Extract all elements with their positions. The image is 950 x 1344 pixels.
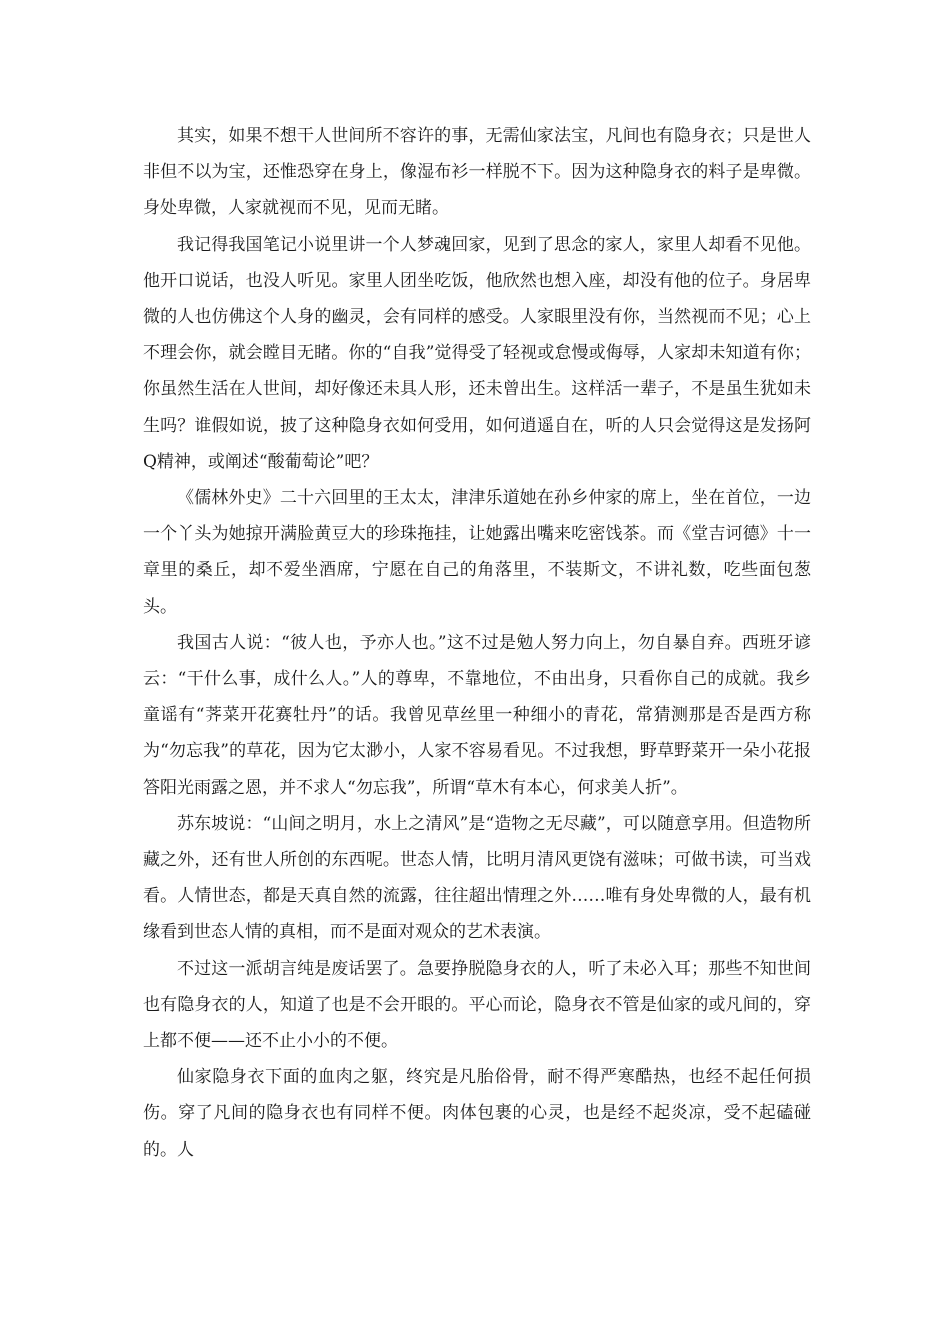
paragraph-1: 其实，如果不想干人世间所不容许的事，无需仙家法宝，凡间也有隐身衣；只是世人非但不以为宝，还惟恐穿在身上，像湿布衫一样脱不下。因为这种隐身衣的料子是卑微。身处卑微，人家就视而不见，见而无睹。 xyxy=(143,126,811,219)
document-body xyxy=(143,118,811,1168)
paragraph-3: 《儒林外史》二十六回里的王太太，津津乐道她在孙乡仲家的席上，坐在首位，一边一个丫头为她掠开满脸黄豆大的珍珠拖挂，让她露出嘴来吃密饯茶。而《堂吉诃德》十一章里的桑丘，却不爱坐酒席，宁愿在自己的角落里，不装斯文，不讲礼数，吃些面包葱头。 xyxy=(143,488,811,617)
paragraph-2: 我记得我国笔记小说里讲一个人梦魂回家，见到了思念的家人，家里人却看不见他。他开口说话，也没人听见。家里人团坐吃饭，他欣然也想入座，却没有他的位子。身居卑微的人也仿佛这个人身的幽灵，会有同样的感受。人家眼里没有你，当然视而不见；心上不理会你，就会瞠目无睹。你的“自我”觉得受了轻视或怠慢或侮辱，人家却未知道有你；你虽然生活在人世间，却好像还未具人形，还未曾出生。这样活一辈子，不是虽生犹如未生吗？谁假如说，披了这种隐身衣如何受用，如何逍遥自在，听的人只会觉得这是发扬阿Q精神，或阐述“酸葡萄论”吧？ xyxy=(143,234,811,472)
paragraph-4: 我国古人说：“彼人也，予亦人也。”这不过是勉人努力向上，勿自暴自弃。西班牙谚云：“干什么事，成什么人。”人的尊卑，不靠地位，不由出身，只看你自己的成就。我乡童谣有“荠菜开花赛牡丹”的话。我曾见草丝里一种细小的青花，常猜测那是否是西方称为“勿忘我”的草花，因为它太渺小，人家不容易看见。不过我想，野草野菜开一朵小花报答阳光雨露之恩，并不求人“勿忘我”，所谓“草木有本心，何求美人折”。 xyxy=(143,632,811,798)
paragraph-7: 仙家隐身衣下面的血肉之躯，终究是凡胎俗骨，耐不得严寒酷热，也经不起任何损伤。穿了凡间的隐身衣也有同样不便。肉体包裹的心灵，也是经不起炎凉，受不起磕碰的。人 xyxy=(143,1067,811,1160)
paragraph-5: 苏东坡说：“山间之明月，水上之清风”是“造物之无尽藏”，可以随意享用。但造物所藏之外，还有世人所创的东西呢。世态人情，比明月清风更饶有滋味；可做书读，可当戏看。人情世态，都是天真自然的流露，往往超出情理之外……唯有身处卑微的人，最有机缘看到世态人情的真相，而不是面对观众的艺术表演。 xyxy=(143,813,811,943)
paragraph-6: 不过这一派胡言纯是废话罢了。急要挣脱隐身衣的人，听了未必入耳；那些不知世间也有隐身衣的人，知道了也是不会开眼的。平心而论，隐身衣不管是仙家的或凡间的，穿上都不便——还不止小小的不便。 xyxy=(143,958,811,1052)
